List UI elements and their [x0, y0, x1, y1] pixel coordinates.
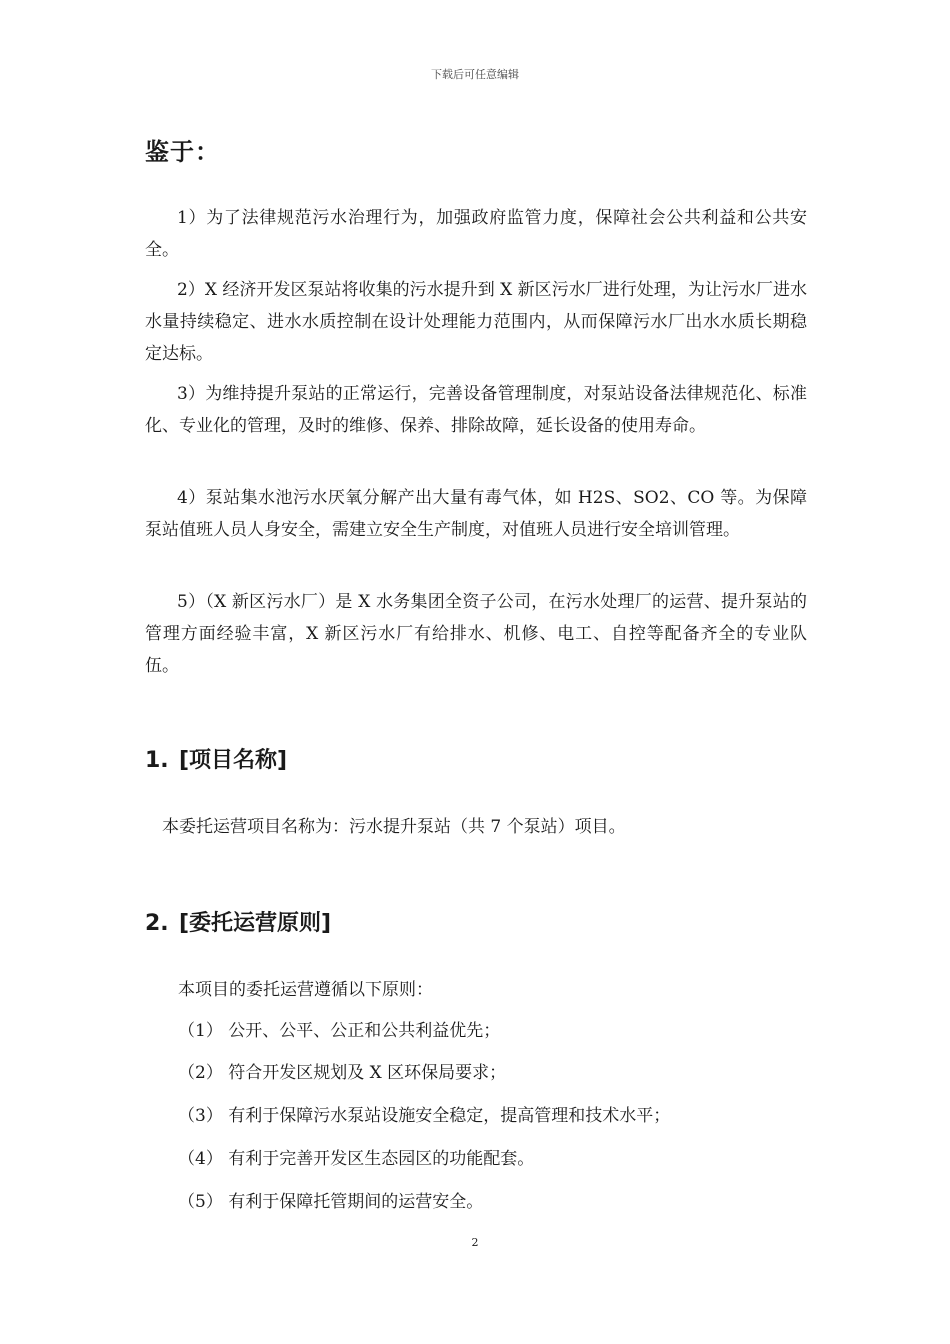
section-2-number: 2. [145, 911, 169, 936]
section-2-heading [145, 906, 331, 937]
paragraph-3: 3）为维持提升泵站的正常运行，完善设备管理制度，对泵站设备法律规范化、标准化、专业化的管理，及时的维修、保养、排除故障，延长设备的使用寿命。 [145, 384, 807, 436]
section-1-title: [项目名称] [179, 748, 288, 773]
page-number: 2 [471, 1236, 479, 1249]
section-2-intro: 本项目的委托运营遵循以下原则： [178, 980, 433, 1000]
list-item: （5） 有利于保障托管期间的运营安全。 [178, 1192, 484, 1212]
section-1-heading [145, 743, 287, 774]
paragraph-1: 1）为了法律规范污水治理行为，加强政府监管力度，保障社会公共利益和公共安全。 [145, 208, 807, 260]
list-item: （4） 有利于完善开发区生态园区的功能配套。 [178, 1149, 535, 1169]
paragraph-4: 4）泵站集水池污水厌氧分解产出大量有毒气体，如 H2S、SO2、CO 等。为保障泵站值班人员人身安全，需建立安全生产制度，对值班人员进行安全培训管理。 [145, 488, 807, 540]
section-2-title: [委托运营原则] [179, 911, 332, 936]
paragraph-5: 5）（X 新区污水厂）是 X 水务集团全资子公司，在污水处理厂的运营、提升泵站的管理方面经验丰富，X 新区污水厂有给排水、机修、电工、自控等配备齐全的专业队伍。 [145, 592, 807, 676]
page-header: 下载后可任意编辑 [431, 68, 519, 81]
paragraph-2: 2）X 经济开发区泵站将收集的污水提升到 X 新区污水厂进行处理，为让污水厂进水水量持续稳定、进水水质控制在设计处理能力范围内，从而保障污水厂出水水质长期稳定达标。 [145, 280, 807, 364]
document-title: 鉴于： [145, 138, 220, 166]
section-1-text: 本委托运营项目名称为：污水提升泵站（共 7 个泵站）项目。 [162, 817, 626, 837]
list-item: （1） 公开、公平、公正和公共利益优先； [178, 1021, 501, 1041]
section-1-number: 1. [145, 748, 169, 773]
list-item: （2） 符合开发区规划及 X 区环保局要求； [178, 1063, 507, 1083]
list-item: （3） 有利于保障污水泵站设施安全稳定，提高管理和技术水平； [178, 1106, 671, 1126]
